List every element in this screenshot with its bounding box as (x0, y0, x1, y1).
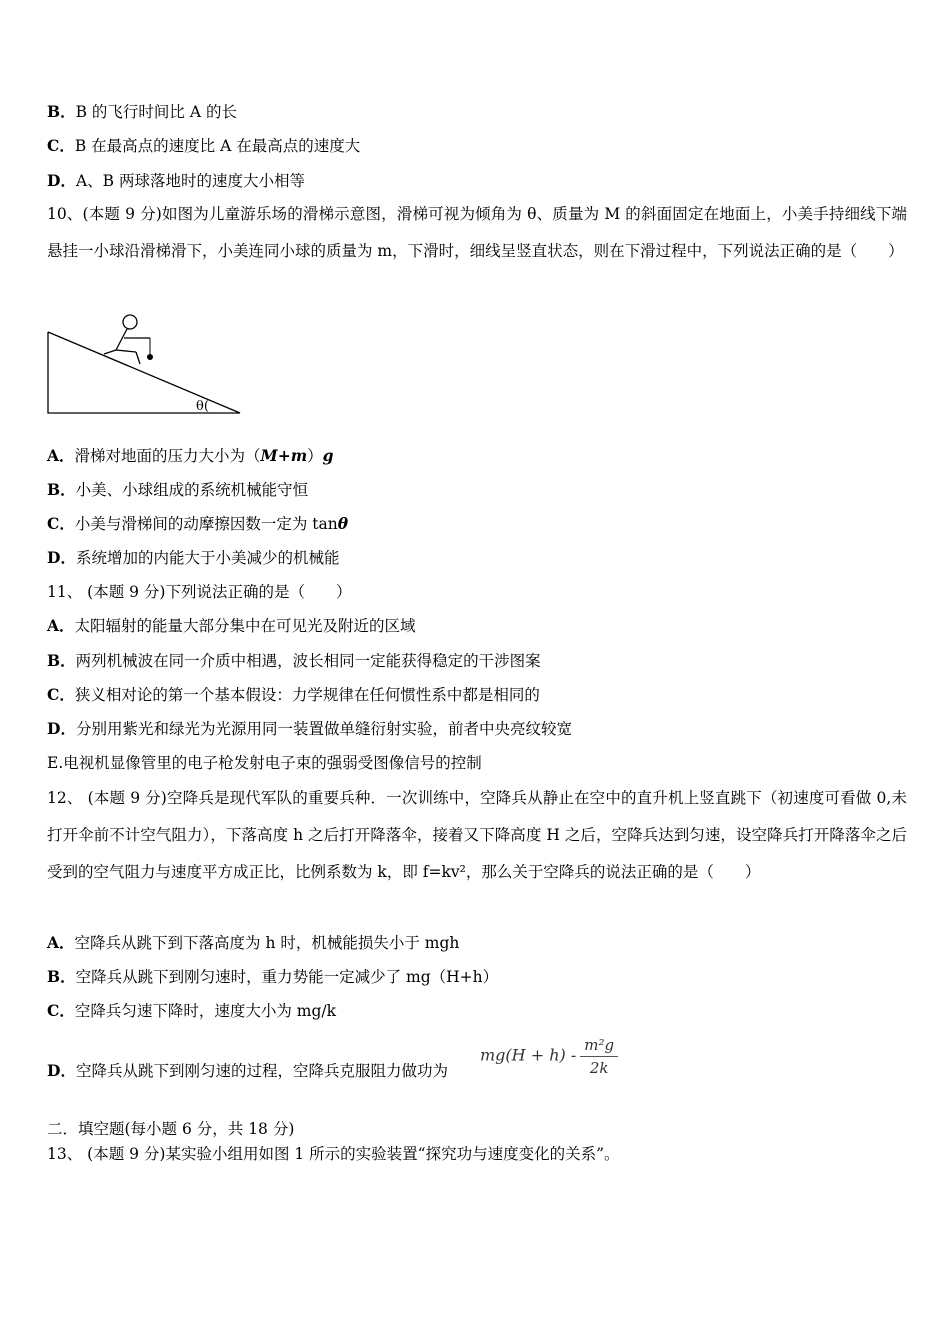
q10-option-a (47, 445, 333, 467)
q11-option-e: E.电视机显像管里的电子枪发射电子束的强弱受图像信号的控制 (47, 754, 482, 772)
option-text: 系统增加的内能大于小美减少的机械能 (75, 549, 340, 567)
option-text: B 的飞行时间比 A 的长 (75, 103, 237, 121)
option-text: A、B 两球落地时的速度大小相等 (75, 172, 305, 190)
option-prefix: D． (47, 548, 76, 567)
option-text: 太阳辐射的能量大部分集中在可见光及附近的区域 (74, 617, 416, 635)
option-prefix: B． (47, 651, 76, 670)
q9-option-b (47, 101, 237, 123)
section-title: 二．填空题(每小题 6 分，共 18 分) (47, 1120, 295, 1138)
formula-denominator: 2k (589, 1059, 609, 1077)
q12-option-a (47, 932, 459, 954)
option-prefix: B． (47, 102, 76, 121)
q12-stem: 12、 (本题 9 分)空降兵是现代军队的重要兵种．一次训练中，空降兵从静止在空中的直升机上竖直跳下（初速度可看做 0,未打开伞前不计空气阻力），下落高度 h 之后打开降落伞，接着又下降高度 H 之后，空降兵达到匀速，设空降兵打开降落伞之后受到的空气阻力与速度平方成正比，比例系数为 k，即 f=kv²，那么关于空降兵的说法正确的是（ ） (47, 789, 907, 881)
q12-option-c (47, 1000, 336, 1022)
q11-stem: 11、 (本题 9 分)下列说法正确的是（ ） (47, 583, 352, 601)
q9-option-d (47, 170, 305, 192)
angle-label: θ( (196, 399, 209, 414)
option-prefix: D． (47, 171, 76, 190)
option-text: 狭义相对论的第一个基本假设：力学规律在任何惯性系中都是相同的 (74, 686, 540, 704)
option-prefix: C． (47, 1001, 75, 1020)
option-text: 空降兵从跳下到刚匀速时，重力势能一定减少了 mg（H+h） (75, 968, 499, 986)
incline-triangle (48, 332, 240, 413)
q9-option-c (47, 135, 360, 157)
option-text: 空降兵从跳下到刚匀速的过程，空降兵克服阻力做功为 (75, 1062, 448, 1080)
q11-option-c (47, 684, 540, 706)
option-text: 小美与滑梯间的动摩擦因数一定为 tan (74, 515, 338, 533)
option-prefix: B． (47, 967, 76, 986)
q11-option-d (47, 718, 572, 740)
option-text: B 在最高点的速度比 A 在最高点的速度大 (74, 137, 361, 155)
option-prefix: B． (47, 480, 76, 499)
q10-option-c (47, 513, 348, 535)
q10-option-b (47, 479, 308, 501)
formula-fraction (580, 1036, 618, 1077)
formula-numerator: m²g (580, 1036, 618, 1057)
slide-diagram (44, 310, 249, 420)
work-formula (480, 1036, 618, 1077)
q12-option-b (47, 966, 498, 988)
option-text: 两列机械波在同一介质中相遇，波长相同一定能获得稳定的干涉图案 (75, 652, 541, 670)
option-text: 空降兵匀速下降时，速度大小为 mg/k (74, 1002, 337, 1020)
option-var: θ (337, 514, 349, 533)
child-figure (104, 315, 150, 364)
option-prefix: C． (47, 514, 75, 533)
option-text: 滑梯对地面的压力大小为（ (74, 447, 261, 465)
option-prefix: D． (47, 719, 76, 738)
option-prefix: C． (47, 136, 75, 155)
option-prefix: A． (47, 446, 75, 465)
option-text: ） (307, 447, 323, 465)
ball (147, 354, 153, 360)
option-text: 分别用紫光和绿光为光源用同一装置做单缝衍射实验，前者中央亮纹较宽 (75, 720, 572, 738)
formula-left: mg(H + h) - (480, 1045, 577, 1065)
option-prefix: A． (47, 933, 75, 952)
option-var: g (322, 446, 334, 465)
option-text: 空降兵从跳下到下落高度为 h 时，机械能损失小于 mgh (74, 934, 460, 952)
option-prefix: D． (47, 1061, 76, 1080)
option-prefix: C． (47, 685, 75, 704)
q11-option-b (47, 650, 541, 672)
q13-stem: 13、 (本题 9 分)某实验小组用如图 1 所示的实验装置“探究功与速度变化的关系”。 (47, 1145, 620, 1163)
option-text: 小美、小球组成的系统机械能守恒 (75, 481, 309, 499)
q10-stem: 10、(本题 9 分)如图为儿童游乐场的滑梯示意图，滑梯可视为倾角为 θ、质量为 M 的斜面固定在地面上，小美手持细线下端悬挂一小球沿滑梯滑下，小美连同小球的质量为 m，下滑时，细线呈竖直状态，则在下滑过程中，下列说法正确的是（ ） (47, 205, 907, 260)
option-prefix: A． (47, 616, 75, 635)
option-var: M+m (260, 446, 308, 465)
q11-option-a (47, 615, 416, 637)
q12-option-d (47, 1060, 448, 1082)
q10-option-d (47, 547, 339, 569)
